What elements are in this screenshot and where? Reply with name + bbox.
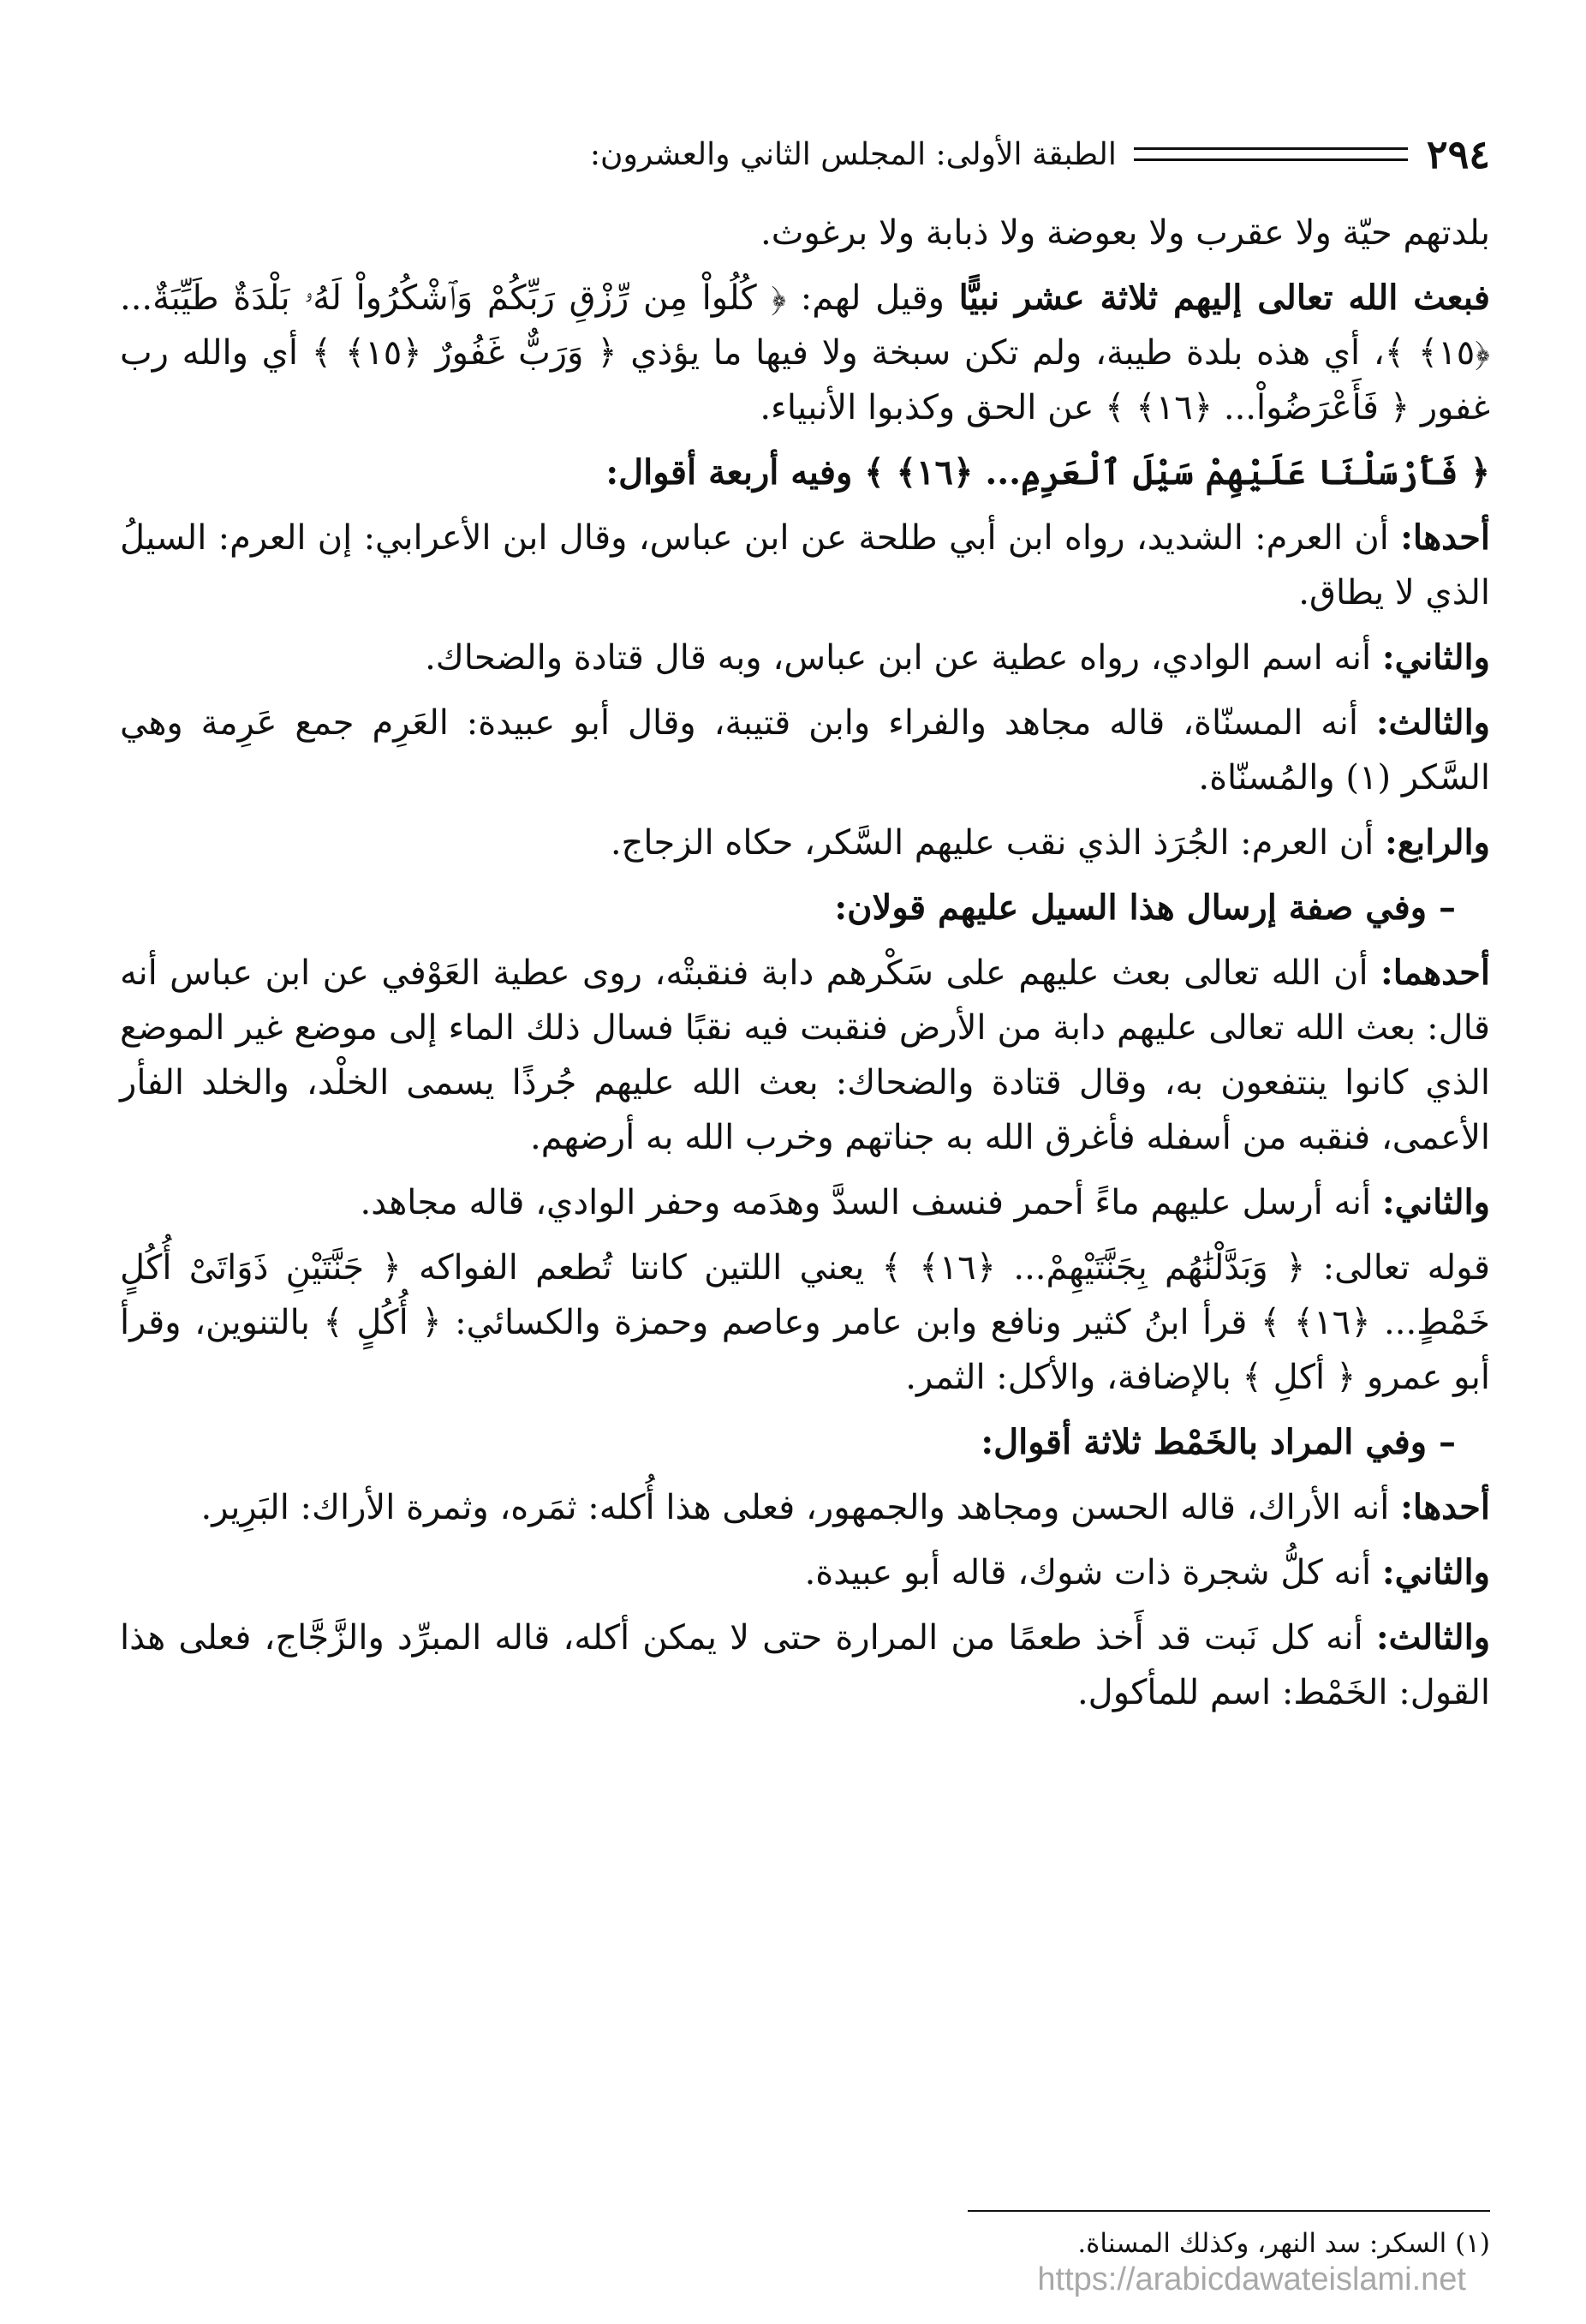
paragraph-text: أن العرم: الشديد، رواه ابن أبي طلحة عن ابن عباس، وقال ابن الأعرابي: إن العرم: السيلُ الذي لا يطاق. xyxy=(120,518,1490,612)
footnote: (١) السكر: سد النهر، وكذلك المسناة. xyxy=(1077,2228,1490,2259)
paragraph-text: أن العرم: الجُرَذ الذي نقب عليهم السَّكر، حكاه الزجاج. xyxy=(610,823,1385,863)
running-title: الطبقة الأولى: المجلس الثاني والعشرون: xyxy=(589,136,1117,172)
paragraph-lead: والثاني: xyxy=(1381,1552,1490,1592)
paragraph xyxy=(120,1175,1490,1230)
paragraph-text: أنه اسم الوادي، رواه عطية عن ابن عباس، وبه قال قتادة والضحاك. xyxy=(425,638,1382,678)
paragraph-text: بلدتهم حيّة ولا عقرب ولا بعوضة ولا ذبابة ولا برغوث. xyxy=(760,213,1490,253)
paragraph-text: أنه أرسل عليهم ماءً أحمر فنسف السدَّ وهدَمه وحفر الوادي، قاله مجاهد. xyxy=(360,1183,1382,1222)
watermark-url: https://arabicdawateislami.net xyxy=(1037,2261,1466,2297)
paragraph xyxy=(120,1480,1490,1535)
paragraph-text: أنه كل نَبت قد أَخذ طعمًا من المرارة حتى لا يمكن أكله، قاله المبرِّد والزَّجَّاج، فعلى هذا القول: الخَمْط: اسم للمأكول. xyxy=(120,1618,1490,1712)
book-page xyxy=(120,0,1490,2324)
paragraph xyxy=(120,1240,1490,1405)
paragraph-lead: أحدهما: xyxy=(1380,953,1490,993)
paragraph xyxy=(120,271,1490,435)
paragraph xyxy=(120,206,1490,260)
paragraph xyxy=(120,696,1490,805)
paragraph-text: قوله تعالى: ﴿ وَبَدَّلْنَٰهُم بِجَنَّتَيْهِمْ... ﴿١٦﴾ ﴾ يعني اللتين كانتا تُطعم الفواكه ﴿ جَنَّتَيْنِ ذَوَاتَىْ أُكُلٍ خَمْطٍ... ﴿١٦﴾ ﴾ قرأ ابنُ كثير ونافع وابن عامر وعاصم وحمزة والكسائي: ﴿ أُكُلٍ ﴾ بالتنوين، وقرأ أبو عمرو ﴿ أكلِ ﴾ بالإضافة، والأكل: الثمر. xyxy=(120,1248,1490,1397)
paragraph-lead: والثالث: xyxy=(1375,1617,1491,1658)
sub-heading xyxy=(120,881,1490,935)
paragraph xyxy=(120,946,1490,1165)
main-text xyxy=(120,206,1490,1730)
paragraph xyxy=(120,630,1490,685)
paragraph-text: وقيل لهم: ﴿ كُلُواْ مِن رِّزْقِ رَبِّكُمْ وَٱشْكُرُواْ لَهُۥ بَلْدَةٌ طَيِّبَةٌ... ﴿١٥﴾ ﴾، أي هذه بلدة طيبة، ولم تكن سبخة ولا فيها ما يؤذي ﴿ وَرَبٌّ غَفُورٌ ﴿١٥﴾ ﴾ أي والله رب غفور ﴿ فَأَعْرَضُواْ... ﴿١٦﴾ ﴾ عن الحق وكذبوا الأنبياء. xyxy=(120,278,1490,427)
paragraph xyxy=(120,511,1490,620)
header-double-rule xyxy=(1134,147,1408,161)
footnote-divider xyxy=(968,2210,1490,2212)
paragraph xyxy=(120,815,1490,870)
sub-heading xyxy=(120,1415,1490,1470)
paragraph-lead: أحدها: xyxy=(1400,517,1490,558)
paragraph-text: أنه المسنّاة، قاله مجاهد والفراء وابن قتيبة، وقال أبو عبيدة: العَرِم جمع عَرِمة وهي السَّكر (١) والمُسنّاة. xyxy=(120,703,1490,798)
sub-heading-text: – وفي المراد بالخَمْط ثلاثة أقوال: xyxy=(981,1422,1456,1462)
paragraph-lead: والثاني: xyxy=(1381,637,1490,678)
page-number: ٢٩٤ xyxy=(1426,131,1490,177)
page-header xyxy=(120,128,1490,180)
paragraph-lead: أحدها: xyxy=(1400,1487,1490,1527)
paragraph-text: أن الله تعالى بعث عليهم على سَكْرهم دابة فنقبتْه، روى عطية العَوْفي عن ابن عباس أنه قال: بعث الله تعالى عليهم دابة من الأرض فنقبت فيه نقبًا فسال ذلك الماء إلى موضع غير الموضع الذي كانوا ينتفعون به، وقال قتادة والضحاك: بعث الله عليهم جُرذًا يسمى الخلْد، والخلد الفأر الأعمى، فنقبه من أسفله فأغرق الله به جناتهم وخرب الله به أرضهم. xyxy=(120,953,1490,1157)
paragraph xyxy=(120,1545,1490,1600)
paragraph-text: أنه كلُّ شجرة ذات شوك، قاله أبو عبيدة. xyxy=(804,1553,1382,1592)
paragraph-lead: والثاني: xyxy=(1381,1182,1490,1222)
paragraph-lead: ﴿ فَأَرْسَلْنَا عَلَيْهِمْ سَيْلَ ٱلْعَرِمِ... ﴿١٦﴾ ﴾ وفيه أربعة أقوال: xyxy=(605,452,1490,493)
paragraph-text: أنه الأراك، قاله الحسن ومجاهد والجمهور، فعلى هذا أُكله: ثمَره، وثمرة الأراك: البَرِير. xyxy=(200,1488,1401,1527)
paragraph xyxy=(120,445,1490,500)
paragraph xyxy=(120,1610,1490,1720)
sub-heading-text: – وفي صفة إرسال هذا السيل عليهم قولان: xyxy=(834,887,1456,928)
paragraph-lead: والرابع: xyxy=(1385,822,1490,863)
paragraph-lead: فبعث الله تعالى إليهم ثلاثة عشر نبيًّا xyxy=(958,278,1490,318)
paragraph-lead: والثالث: xyxy=(1375,702,1490,743)
